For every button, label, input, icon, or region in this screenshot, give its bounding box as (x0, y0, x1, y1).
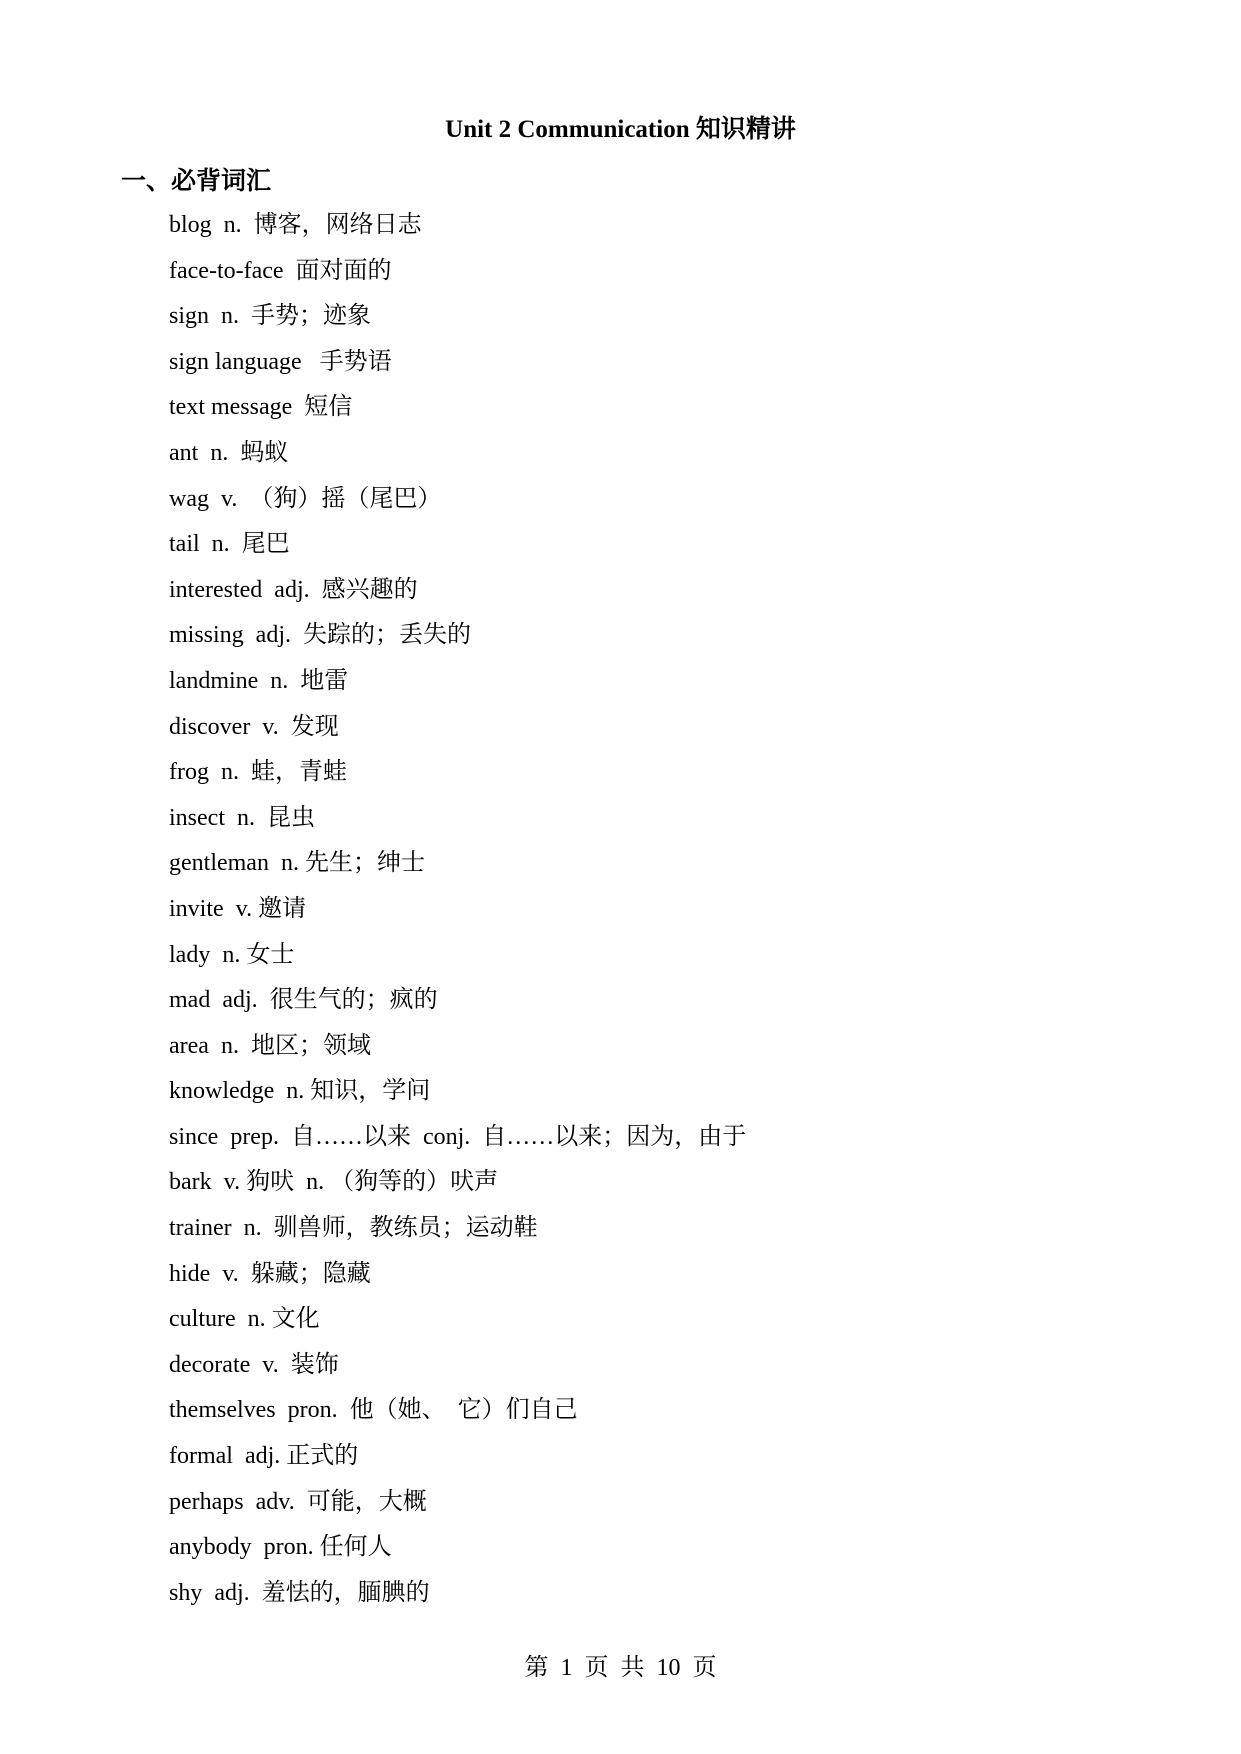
vocab-item: lady n. 女士 (169, 941, 295, 968)
vocab-item: culture n. 文化 (169, 1306, 320, 1333)
vocab-item: blog n. 博客，网络日志 (169, 212, 422, 238)
vocab-item: trainer n. 驯兽师，教练员；运动鞋 (169, 1215, 538, 1242)
vocab-item: formal adj. 正式的 (169, 1443, 359, 1470)
vocab-item: bark v. 狗吠 n. （狗等的）吠声 (169, 1169, 499, 1196)
vocab-item: text message 短信 (169, 394, 353, 421)
vocab-item: insect n. 昆虫 (169, 804, 315, 831)
vocab-item: face-to-face 面对面的 (169, 257, 392, 284)
vocab-item: invite v. 邀请 (169, 895, 307, 922)
vocab-item: landmine n. 地雷 (169, 667, 349, 694)
vocab-item: gentleman n. 先生；绅士 (169, 850, 425, 877)
vocab-item: sign n. 手势；迹象 (169, 303, 372, 330)
vocab-item: themselves pron. 他（她、 它）们自己 (169, 1397, 578, 1424)
vocab-item: decorate v. 装饰 (169, 1351, 339, 1378)
vocab-item: shy adj. 羞怯的，腼腆的 (169, 1579, 430, 1606)
vocab-item: tail n. 尾巴 (169, 531, 290, 558)
vocab-item: perhaps adv. 可能，大概 (169, 1488, 427, 1515)
vocab-item: mad adj. 很生气的；疯的 (169, 987, 438, 1014)
document-title: Unit 2 Communication 知识精讲 (445, 116, 796, 143)
vocab-item: discover v. 发现 (169, 713, 339, 740)
page-footer: 第 1 页 共 10 页 (524, 1655, 717, 1681)
vocab-item: ant n. 蚂蚁 (169, 439, 289, 466)
vocab-item: hide v. 躲藏；隐藏 (169, 1260, 371, 1287)
vocab-item: wag v. （狗）摇（尾巴） (169, 485, 442, 512)
vocab-item: sign language 手势语 (169, 348, 392, 375)
vocab-item: frog n. 蛙，青蛙 (169, 759, 347, 786)
vocab-item: missing adj. 失踪的；丢失的 (169, 622, 472, 649)
vocab-item: since prep. 自……以来 conj. 自……以来；因为，由于 (169, 1123, 747, 1150)
vocab-item: area n. 地区；领域 (169, 1032, 371, 1059)
vocab-item: interested adj. 感兴趣的 (169, 576, 418, 603)
vocab-item: knowledge n. 知识，学问 (169, 1078, 431, 1105)
vocab-item: anybody pron. 任何人 (169, 1534, 392, 1561)
section-heading: 一、必背词汇 (121, 168, 272, 195)
vocabulary-list (169, 208, 1069, 1621)
